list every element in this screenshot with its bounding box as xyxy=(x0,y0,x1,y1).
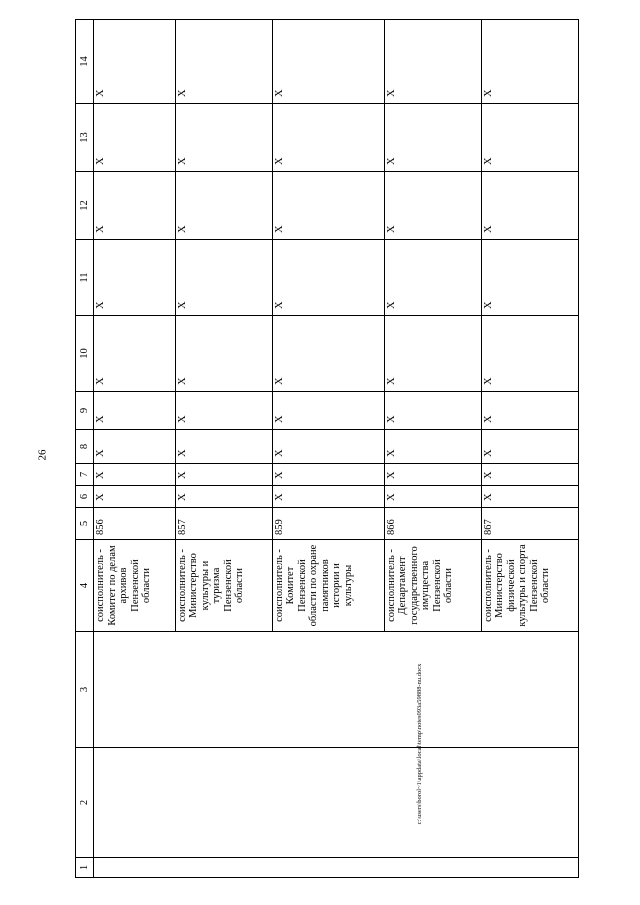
column-header: 11 xyxy=(76,240,94,316)
column-header: 6 xyxy=(76,486,94,508)
mark-cell: X xyxy=(272,486,384,508)
mark-cell: X xyxy=(481,392,578,430)
executor-cell: соисполнитель - Министерство физической культуры и спорта Пензенской области xyxy=(481,540,578,632)
mark-cell: X xyxy=(94,20,176,104)
mark-cell: X xyxy=(384,392,481,430)
col1-cell xyxy=(94,858,579,878)
code-cell: 867 xyxy=(481,508,578,540)
mark-cell: X xyxy=(272,20,384,104)
column-header: 12 xyxy=(76,172,94,240)
mark-cell: X xyxy=(94,316,176,392)
column-header: 10 xyxy=(76,316,94,392)
column-header: 9 xyxy=(76,392,94,430)
header-row xyxy=(76,20,94,878)
mark-cell: X xyxy=(272,392,384,430)
mark-cell: X xyxy=(384,430,481,464)
mark-cell: X xyxy=(94,464,176,486)
column-header: 4 xyxy=(76,540,94,632)
mark-cell: X xyxy=(175,464,272,486)
mark-cell: X xyxy=(272,316,384,392)
program-table xyxy=(75,19,579,878)
col3-cell xyxy=(94,632,579,748)
executor-cell: соисполнитель - Комитет по делам архивов Пензенской области xyxy=(94,540,176,632)
mark-cell: X xyxy=(384,240,481,316)
mark-cell: X xyxy=(94,240,176,316)
program-table-container xyxy=(75,20,579,878)
column-header: 13 xyxy=(76,104,94,172)
mark-cell: X xyxy=(94,486,176,508)
column-header: 3 xyxy=(76,632,94,748)
col2-cell xyxy=(94,748,579,858)
mark-cell: X xyxy=(384,316,481,392)
executor-cell: соисполнитель - Департамент государственного имущества Пензенской области xyxy=(384,540,481,632)
column-header: 2 xyxy=(76,748,94,858)
mark-cell: X xyxy=(175,172,272,240)
table-row xyxy=(94,20,176,878)
mark-cell: X xyxy=(481,316,578,392)
mark-cell: X xyxy=(94,172,176,240)
mark-cell: X xyxy=(175,392,272,430)
mark-cell: X xyxy=(272,104,384,172)
document-path-footer: c:\users\borol~1\appdata\local\temp\notes093a59888-nu.docx xyxy=(416,663,423,825)
mark-cell: X xyxy=(175,430,272,464)
mark-cell: X xyxy=(481,240,578,316)
mark-cell: X xyxy=(481,172,578,240)
code-cell: 859 xyxy=(272,508,384,540)
column-header: 8 xyxy=(76,430,94,464)
mark-cell: X xyxy=(175,104,272,172)
executor-cell: соисполнитель - Комитет Пензенской области по охране памятников истории и культуры xyxy=(272,540,384,632)
mark-cell: X xyxy=(481,486,578,508)
mark-cell: X xyxy=(175,486,272,508)
mark-cell: X xyxy=(94,104,176,172)
mark-cell: X xyxy=(272,430,384,464)
mark-cell: X xyxy=(175,316,272,392)
mark-cell: X xyxy=(272,464,384,486)
rotated-table-frame xyxy=(75,20,579,878)
mark-cell: X xyxy=(481,464,578,486)
mark-cell: X xyxy=(175,240,272,316)
column-header: 1 xyxy=(76,858,94,878)
column-header: 14 xyxy=(76,20,94,104)
mark-cell: X xyxy=(94,430,176,464)
mark-cell: X xyxy=(481,20,578,104)
column-header: 5 xyxy=(76,508,94,540)
executor-cell: соисполнитель - Министерство культуры и туризма Пензенской области xyxy=(175,540,272,632)
mark-cell: X xyxy=(481,430,578,464)
page-number: 26 xyxy=(36,449,49,461)
mark-cell: X xyxy=(175,20,272,104)
mark-cell: X xyxy=(384,464,481,486)
column-header: 7 xyxy=(76,464,94,486)
mark-cell: X xyxy=(384,104,481,172)
mark-cell: X xyxy=(384,20,481,104)
mark-cell: X xyxy=(272,240,384,316)
mark-cell: X xyxy=(384,486,481,508)
code-cell: 857 xyxy=(175,508,272,540)
mark-cell: X xyxy=(272,172,384,240)
mark-cell: X xyxy=(94,392,176,430)
mark-cell: X xyxy=(481,104,578,172)
code-cell: 866 xyxy=(384,508,481,540)
code-cell: 856 xyxy=(94,508,176,540)
mark-cell: X xyxy=(384,172,481,240)
